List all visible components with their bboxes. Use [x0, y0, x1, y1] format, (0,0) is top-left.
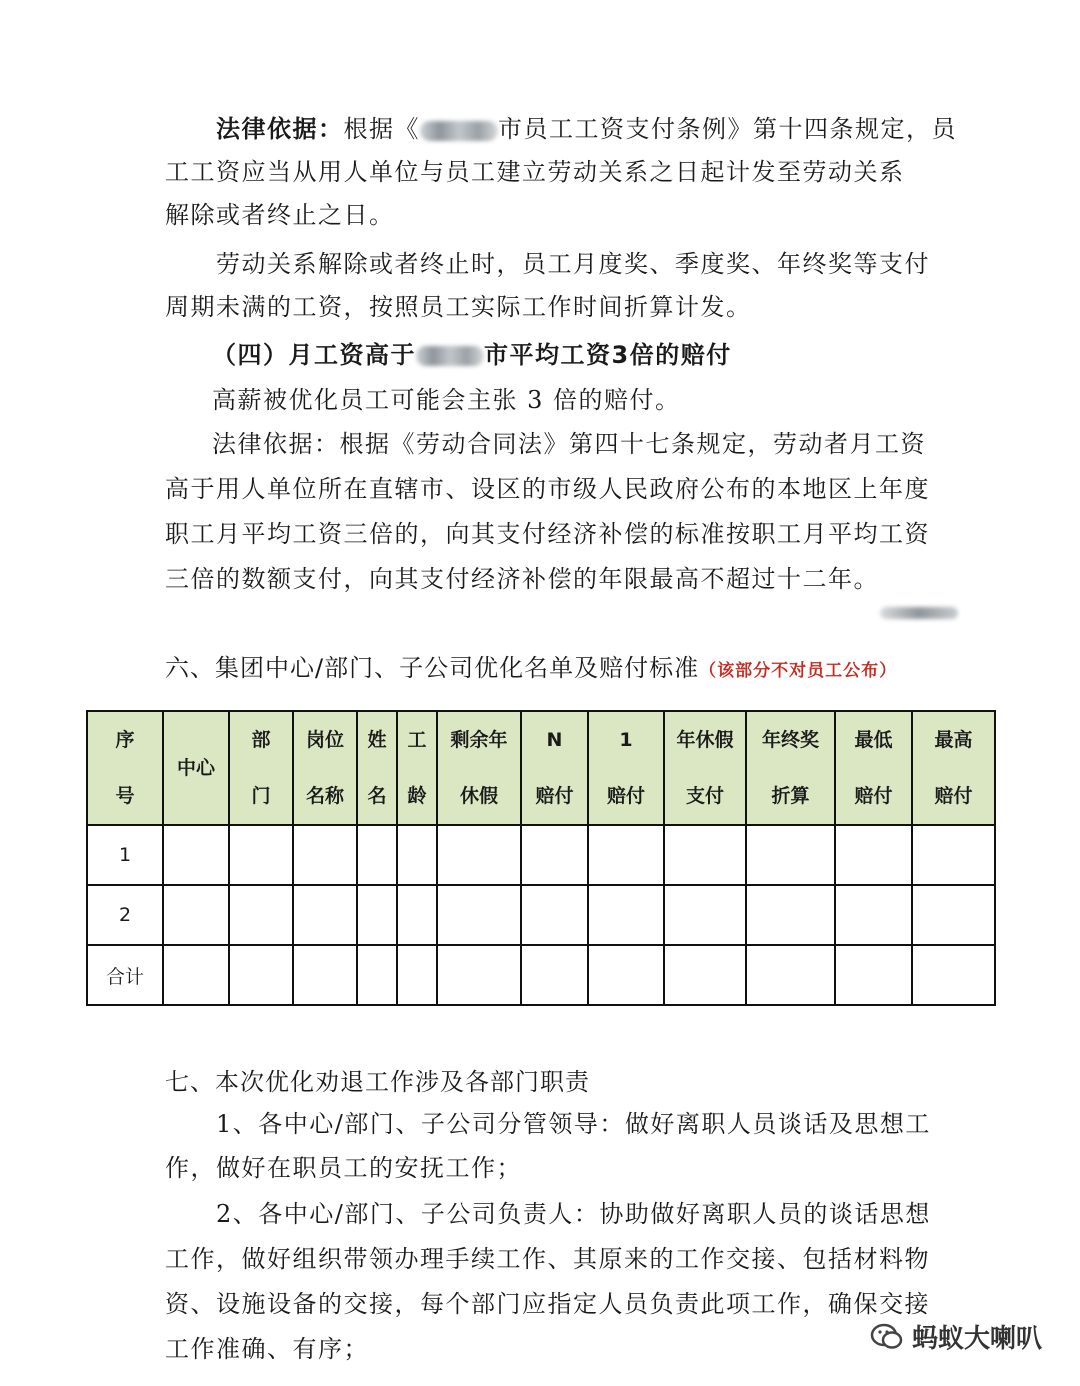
- para-legal-basis-line3: 解除或者终止之日。: [165, 201, 395, 229]
- header-department: 部 门: [229, 711, 293, 825]
- item-1-line2: 作，做好在职员工的安抚工作；: [165, 1154, 522, 1182]
- redacted-mark: [880, 607, 958, 619]
- redacted-city: [420, 121, 498, 141]
- para-termination-line1: 劳动关系解除或者终止时，员工月度奖、季度奖、年终奖等支付: [216, 250, 930, 278]
- item-2-line1: 2、各中心/部门、子公司负责人：协助做好离职人员的谈话思想: [216, 1200, 931, 1228]
- header-max-compensation: 最高 赔付: [912, 711, 995, 825]
- wechat-channel-icon: [870, 1322, 904, 1352]
- watermark: [870, 1318, 1042, 1355]
- para-labor-law-line2: 高于用人单位所在直辖市、设区的市级人民政府公布的本地区上年度: [165, 475, 930, 503]
- header-position: 岗位 名称: [293, 711, 357, 825]
- header-min-compensation: 最低 赔付: [835, 711, 912, 825]
- table-header-row: [87, 711, 995, 825]
- para-legal-basis-line1: 法律依据：根据《 市员工工资支付条例》第十四条规定，员: [216, 115, 957, 143]
- header-leave-payment: 年休假 支付: [664, 711, 746, 825]
- header-n-compensation: N 赔付: [521, 711, 588, 825]
- para-high-salary: 高薪被优化员工可能会主张 3 倍的赔付。: [212, 386, 681, 414]
- section-7-title: 七、本次优化劝退工作涉及各部门职责: [165, 1068, 590, 1096]
- legal-basis-label: 法律依据：: [216, 115, 344, 143]
- header-center: 中心: [163, 711, 229, 825]
- para-legal-basis-line2: 工工资应当从用人单位与员工建立劳动关系之日起计发至劳动关系: [165, 158, 905, 186]
- redacted-city: [416, 346, 484, 366]
- row-label: 1: [87, 825, 163, 885]
- item-2-line2: 工作，做好组织带领办理手续工作、其原来的工作交接、包括材料物: [165, 1245, 930, 1273]
- item-2-line4: 工作准确、有序；: [165, 1335, 369, 1363]
- item-1-line1: 1、各中心/部门、子公司分管领导：做好离职人员谈话及思想工: [216, 1110, 931, 1138]
- header-name: 姓 名: [357, 711, 397, 825]
- table-row: [87, 885, 995, 945]
- section-6-title: 六、集团中心/部门、子公司优化名单及赔付标准（该部分不对员工公布）: [165, 654, 898, 682]
- table-row-total: [87, 945, 995, 1005]
- row-label: 合计: [87, 945, 163, 1005]
- para-labor-law-line1: 法律依据：根据《劳动合同法》第四十七条规定，劳动者月工资: [212, 430, 926, 458]
- para-labor-law-line4: 三倍的数额支付，向其支付经济补偿的年限最高不超过十二年。: [165, 565, 879, 593]
- header-1-compensation: 1 赔付: [588, 711, 664, 825]
- header-seniority: 工 龄: [397, 711, 437, 825]
- para-labor-law-line3: 职工月平均工资三倍的，向其支付经济补偿的标准按职工月平均工资: [165, 520, 930, 548]
- heading-section-4: （四）月工资高于 市平均工资3倍的赔付: [212, 341, 732, 369]
- item-2-line3: 资、设施设备的交接，每个部门应指定人员负责此项工作，确保交接: [165, 1290, 930, 1318]
- row-label: 2: [87, 885, 163, 945]
- watermark-text: 蚂蚁大喇叭: [912, 1324, 1043, 1354]
- header-seq: 序 号: [87, 711, 163, 825]
- header-bonus-conversion: 年终奖 折算: [746, 711, 835, 825]
- optimization-table: [86, 710, 996, 1006]
- confidential-note: （该部分不对员工公布）: [699, 661, 898, 681]
- para-termination-line2: 周期未满的工资，按照员工实际工作时间折算计发。: [165, 293, 752, 321]
- table-row: [87, 825, 995, 885]
- header-remaining-leave: 剩余年 休假: [437, 711, 521, 825]
